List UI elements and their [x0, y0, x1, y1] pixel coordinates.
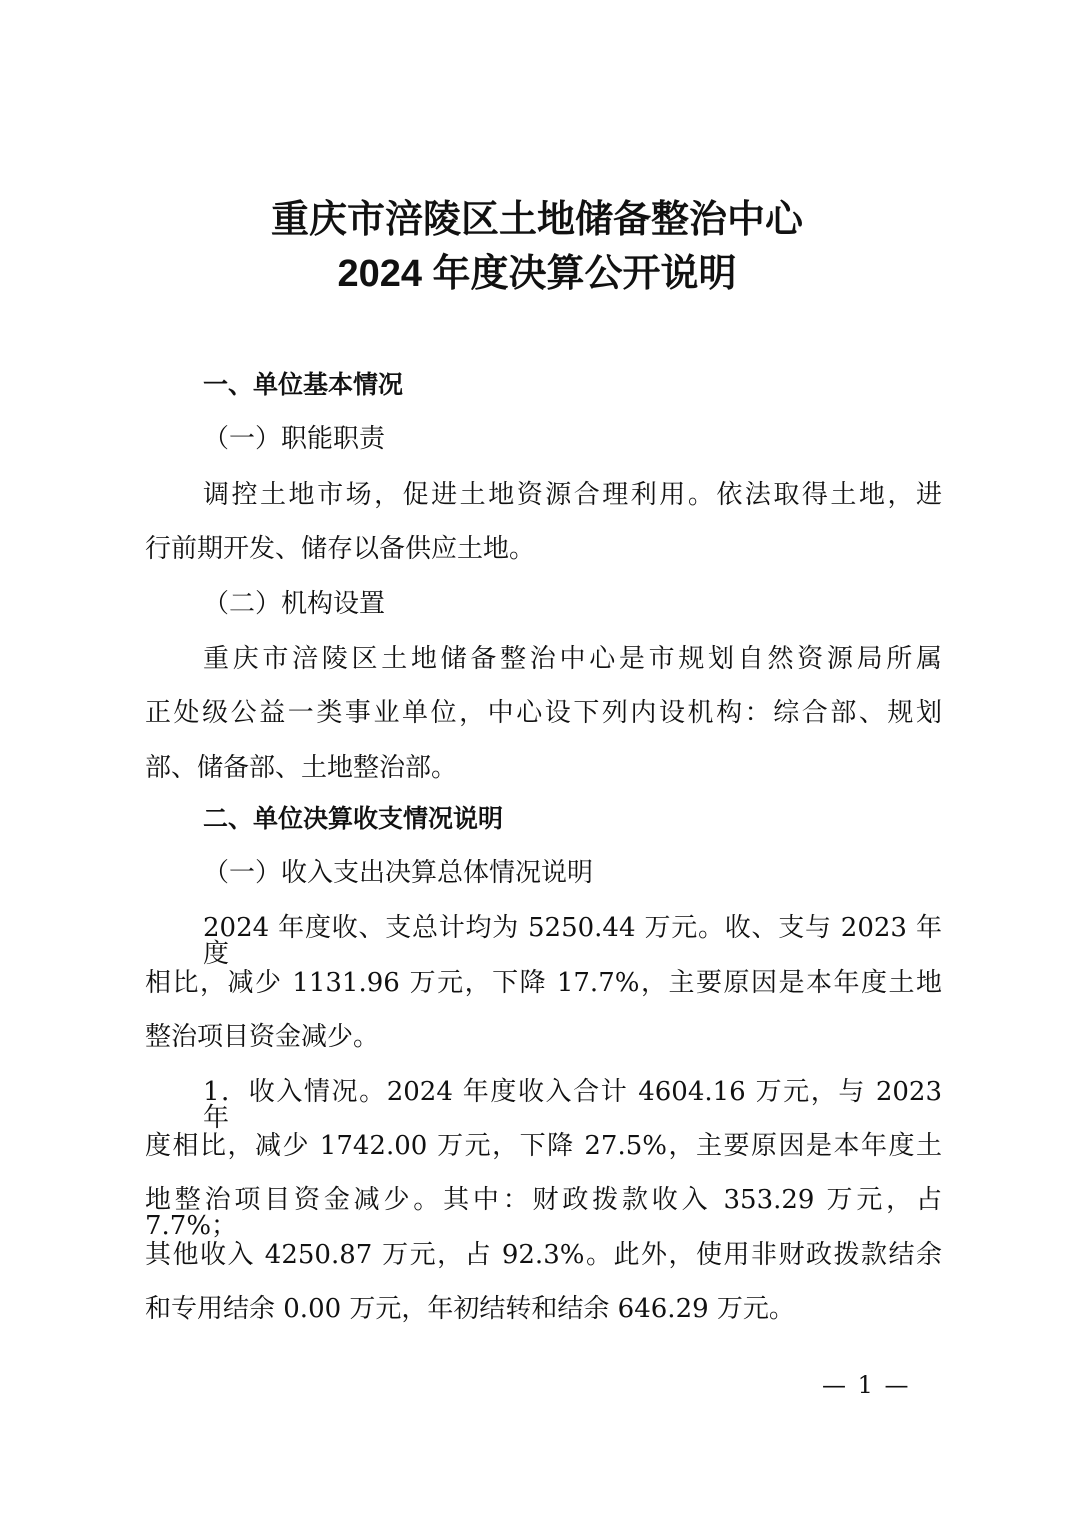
section1-sub2-text-line3: 部、储备部、土地整治部。: [145, 753, 458, 783]
document-title-line1: 重庆市涪陵区土地储备整治中心: [270, 196, 803, 241]
section2-para1-line1: 2024 年度收、支总计均为 5250.44 万元。收、支与 2023 年度: [203, 913, 942, 969]
section1-sub2-heading: （二）机构设置: [203, 589, 386, 619]
section2-heading: 二、单位决算收支情况说明: [203, 804, 504, 833]
section2-sub1-heading: （一）收入支出决算总体情况说明: [203, 858, 594, 888]
section2-para1-line3: 整治项目资金减少。: [145, 1022, 380, 1052]
section2-para2-line1: 1．收入情况。2024 年度收入合计 4604.16 万元，与 2023 年: [203, 1077, 942, 1133]
section2-para2-line5: 和专用结余 0.00 万元，年初结转和结余 646.29 万元。: [145, 1294, 795, 1324]
section2-para1-line2: 相比，减少 1131.96 万元，下降 17.7%，主要原因是本年度土地: [145, 968, 942, 998]
section2-para2-line4: 其他收入 4250.87 万元，占 92.3%。此外，使用非财政拨款结余: [145, 1240, 942, 1270]
document-title-line2: 2024 年度决算公开说明: [337, 253, 737, 295]
section1-sub2-text-line2: 正处级公益一类事业单位，中心设下列内设机构：综合部、规划: [145, 698, 942, 728]
section1-sub2-text-line1: 重庆市涪陵区土地储备整治中心是市规划自然资源局所属: [203, 644, 942, 674]
section1-sub1-text-line1: 调控土地市场，促进土地资源合理利用。依法取得土地，进: [203, 480, 942, 510]
section1-sub1-text-line2: 行前期开发、储存以备供应土地。: [145, 534, 536, 564]
section1-heading: 一、单位基本情况: [203, 370, 404, 399]
section2-para2-line2: 度相比，减少 1742.00 万元，下降 27.5%，主要原因是本年度土: [145, 1131, 942, 1161]
page-number: — 1 —: [822, 1371, 911, 1399]
section1-sub1-heading: （一）职能职责: [203, 424, 386, 454]
section2-para2-line3: 地整治项目资金减少。其中：财政拨款收入 353.29 万元，占 7.7%；: [145, 1185, 942, 1241]
